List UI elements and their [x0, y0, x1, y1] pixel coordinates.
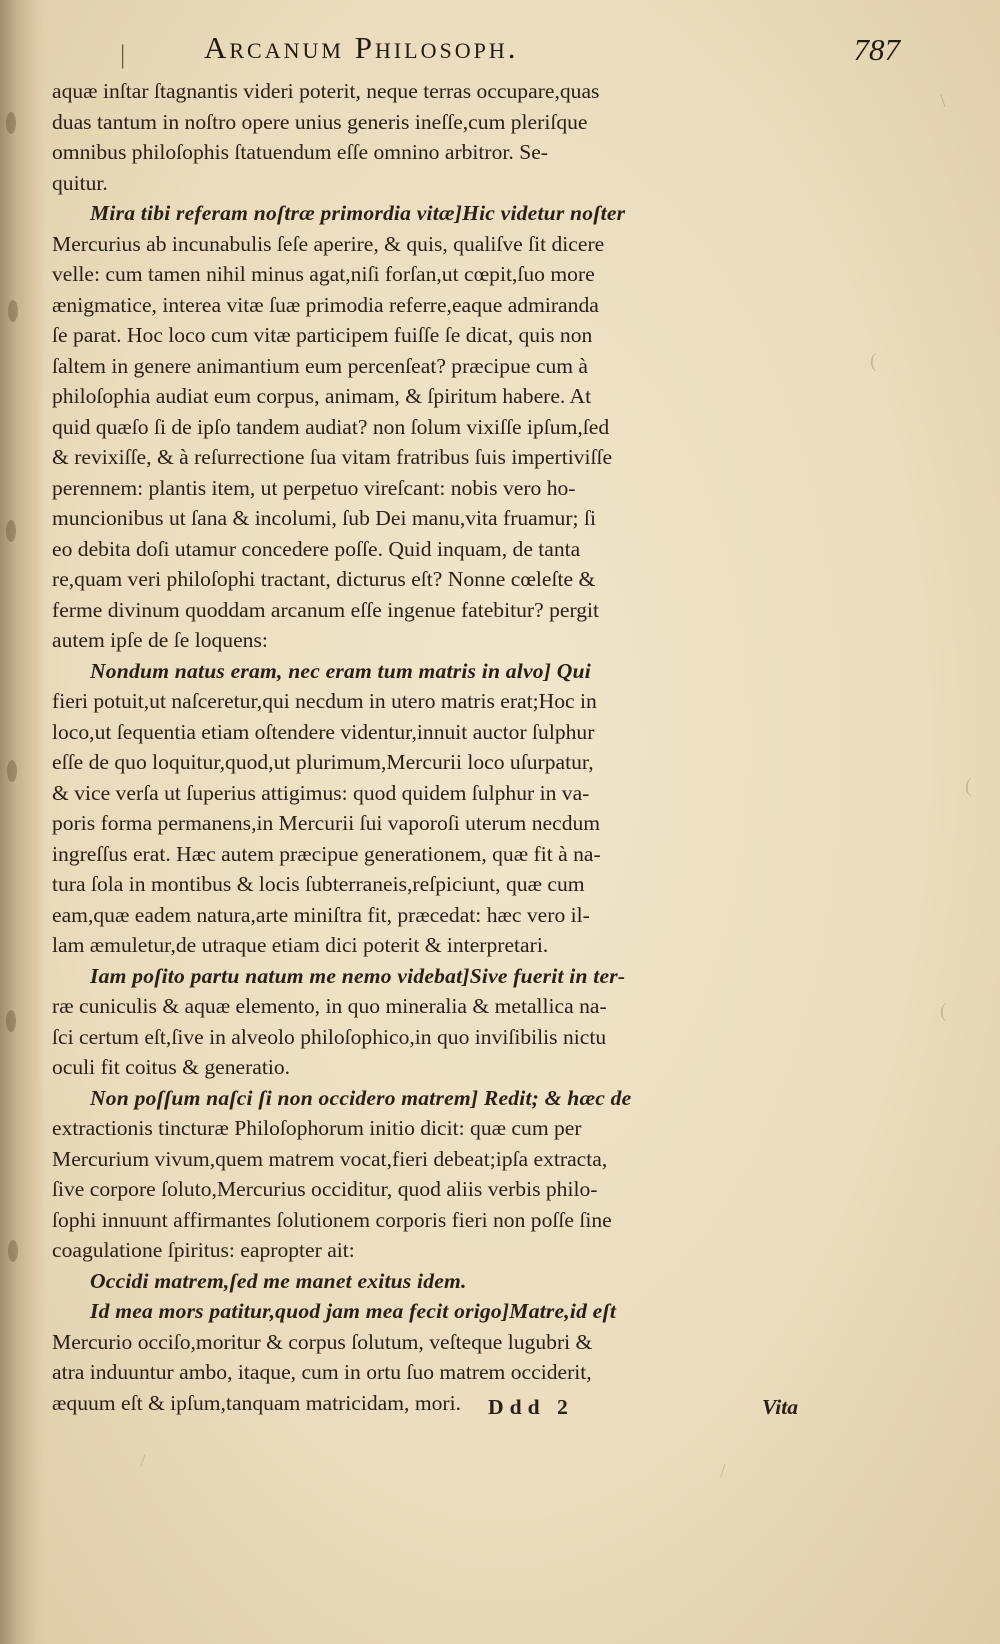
show-through-mark: ( — [965, 775, 972, 797]
lemma-line: Id mea mors patitur,quod jam mea fecit origo]Matre,id eſt — [90, 1299, 617, 1323]
binding-hole — [6, 1010, 16, 1032]
text-line: perennem: plantis item, ut perpetuo vireſcant: nobis vero ho- — [52, 475, 576, 500]
text-line: velle: cum tamen nihil minus agat,niſi forſan,ut cœpit,ſuo more — [52, 262, 595, 286]
show-through-mark: \ — [940, 90, 946, 112]
text-line: fieri potuit,ut naſceretur,qui necdum in utero matris erat;Hoc in — [52, 689, 597, 713]
verse-line: Occidi matrem,ſed me manet exitus idem. — [90, 1268, 467, 1293]
text-line: lam æmuletur,de utraque etiam dici poterit & interpretari. — [52, 933, 549, 957]
text-line: ſe parat. Hoc loco cum vitæ participem fuiſſe ſe dicat, quis non — [52, 323, 593, 347]
text-line: philoſophia audiat eum corpus, animam, & ſpiritum habere. At — [52, 384, 592, 408]
lemma-line: Nondum natus eram, nec eram tum matris in alvo] Qui — [90, 658, 591, 683]
running-header — [120, 30, 900, 78]
text-line: aquæ inſtar ſtagnantis videri poterit, neque terras occupare,quas — [52, 79, 600, 103]
text-line: ſive corpore ſoluto,Mercurius occiditur, quod aliis verbis philo- — [52, 1177, 598, 1201]
text-line: extractionis tincturæ Philoſophorum initio dicit: quæ cum per — [52, 1116, 582, 1140]
text-line: loco,ut ſequentia etiam oſtendere videntur,innuit auctor ſulphur — [52, 719, 595, 744]
text-line: omnibus philoſophis ſtatuendum eſſe omnino arbitror. Se- — [52, 140, 549, 164]
text-line: poris forma permanens,in Mercurii ſui vaporoſi uterum necdum — [52, 811, 601, 835]
text-line: ſci certum eſt,ſive in alveolo philoſophico,in quo inviſibilis nictu — [52, 1024, 607, 1049]
running-title: Arcanum Philosoph. — [204, 30, 519, 65]
text-line: & revixiſſe, & à reſurrectione ſua vitam fratribus ſuis impertiviſſe — [52, 445, 613, 469]
text-line: duas tantum in noſtro opere unius generis ineſſe,cum pleriſque — [52, 109, 588, 134]
text-line: ſophi innuunt affirmantes ſolutionem corporis fieri non poſſe ſine — [52, 1207, 612, 1232]
binding-hole — [8, 1240, 18, 1262]
text-line: & vice verſa ut ſuperius attigimus: quod quidem ſulphur in va- — [52, 780, 590, 805]
text-line: æquum eſt & ipſum,tanquam matricidam, mori. — [52, 1390, 462, 1415]
text-line: ræ cuniculis & aquæ elemento, in quo mineralia & metallica na- — [52, 994, 607, 1018]
lemma-line: Iam poſito partu natum me nemo videbat]Sive fuerit in ter- — [90, 963, 626, 988]
text-line: eam,quæ eadem natura,arte miniſtra fit, præcedat: hæc vero il- — [52, 902, 590, 927]
binding-hole — [8, 300, 18, 322]
text-line: ingreſſus erat. Hæc autem præcipue generationem, quæ fit à na- — [52, 841, 601, 866]
text-line: ferme divinum quoddam arcanum eſſe ingenue fatebitur? pergit — [52, 597, 600, 622]
binding-hole — [6, 520, 16, 542]
text-line: re,quam veri philoſophi tractant, dicturus eſt? Nonne cœleſte & — [52, 567, 596, 591]
text-line: autem ipſe de ſe loquens: — [52, 628, 268, 652]
show-through-mark: ( — [940, 1000, 947, 1022]
binding-hole — [6, 112, 16, 134]
text-line: tura ſola in montibus & locis ſubterraneis,reſpiciunt, quæ cum — [52, 872, 585, 896]
header-mark: | — [120, 40, 126, 69]
signature-mark: Ddd 2 — [488, 1395, 574, 1419]
catchword: Vita — [761, 1395, 798, 1419]
body-text — [52, 76, 798, 1418]
text-line: coagulatione ſpiritus: eapropter ait: — [52, 1238, 355, 1262]
text-line: atra induuntur ambo, itaque, cum in ortu ſuo matrem occiderit, — [52, 1360, 592, 1384]
text-line: eo debita doſi utamur concedere poſſe. Quid inquam, de tanta — [52, 536, 581, 561]
text-line: oculi fit coitus & generatio. — [52, 1055, 291, 1079]
page-number: 787 — [853, 32, 900, 67]
binding-shadow — [0, 0, 46, 1644]
text-line: ænigmatice, interea vitæ ſuæ primodia referre,eaque admiranda — [52, 292, 599, 317]
text-line: Mercurium vivum,quem matrem vocat,fieri debeat;ipſa extracta, — [52, 1146, 608, 1171]
text-line: quid quæſo ſi de ipſo tandem audiat? non ſolum vixiſſe ipſum,ſed — [52, 414, 610, 439]
page-footer — [52, 1395, 798, 1429]
lemma-line: Mira tibi referam noſtræ primordia vitæ]Hic videtur noſter — [90, 201, 626, 225]
show-through-mark: / — [720, 1460, 726, 1482]
text-line: Mercurius ab incunabulis ſeſe aperire, & quis, qualiſve ſit dicere — [52, 231, 605, 256]
show-through-mark: / — [140, 1450, 146, 1472]
text-line: ſaltem in genere animantium eum percenſeat? præcipue cum à — [52, 353, 589, 378]
text-line: eſſe de quo loquitur,quod,ut plurimum,Mercurii loco uſurpatur, — [52, 750, 594, 774]
lemma-line: Non poſſum naſci ſi non occidero matrem] Redit; & hæc de — [90, 1085, 632, 1110]
text-line: Mercurio occiſo,moritur & corpus ſolutum, veſteque lugubri & — [52, 1329, 593, 1354]
text-line: muncionibus ut ſana & incolumi, ſub Dei manu,vita fruamur; ſi — [52, 506, 596, 530]
text-line: quitur. — [52, 170, 108, 195]
show-through-mark: ( — [870, 350, 877, 372]
binding-hole — [7, 760, 17, 782]
